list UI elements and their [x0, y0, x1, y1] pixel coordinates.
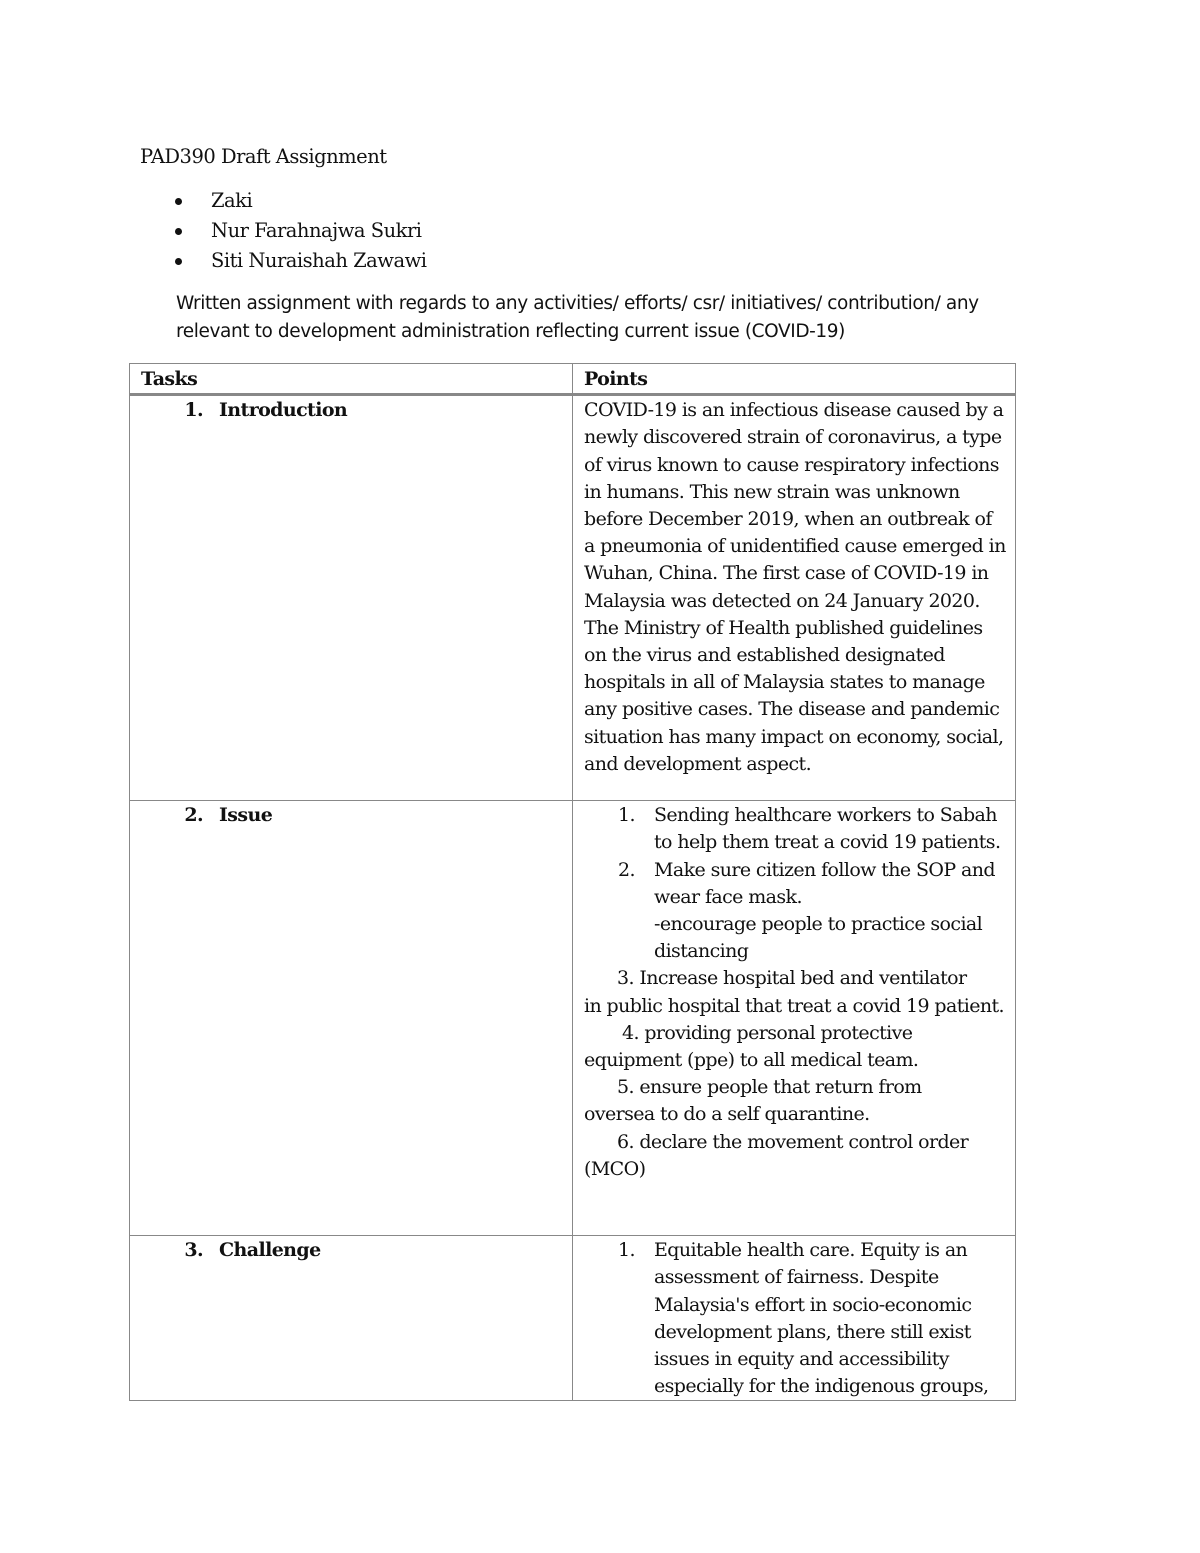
task-number: 2. [184, 804, 203, 827]
task-cell [130, 801, 573, 1236]
item-line: equipment (ppe) to all medical team. [584, 1049, 919, 1072]
list-text: Sending healthcare workers to Sabah to help them treat a covid 19 patients. [654, 804, 1001, 854]
task-number: 3. [184, 1239, 203, 1262]
points-cell [573, 395, 1016, 801]
bullet-icon [175, 258, 182, 265]
list-item-continued [584, 965, 1007, 1019]
member-item [175, 246, 427, 276]
tasks-table [129, 363, 1016, 1401]
points-list [584, 802, 1007, 965]
list-item-continued [584, 1020, 1007, 1074]
item-line: (MCO) [584, 1157, 646, 1180]
list-item [584, 802, 1007, 856]
list-number: 2. [618, 858, 635, 881]
points-text: COVID-19 is an infectious disease caused by a newly discovered strain of coronavirus, a type of virus known to cause respiratory infections in humans. This new strain was unknown before December 2019, when an outbreak of a pneumonia of unidentified cause emerged in Wuhan, China. The first case of COVID-19 in Malaysia was detected on 24 January 2020. The Ministry of Health published guidelines on the virus and established designated hospitals in all of Malaysia states to manage any positive cases. The disease and pandemic situation has many impact on economy, social, and development aspect. [584, 399, 1006, 775]
task-number: 1. [184, 399, 203, 422]
assignment-description [176, 290, 1046, 346]
table-row [130, 395, 1016, 801]
task-label [141, 802, 564, 829]
task-name: Introduction [219, 399, 348, 422]
task-label [141, 1237, 564, 1264]
list-number: 1. [618, 1239, 635, 1262]
list-number: 1. [618, 804, 635, 827]
item-line: 4. providing personal protective [622, 1021, 913, 1044]
table-row [130, 801, 1016, 1236]
member-name: Siti Nuraishah Zawawi [211, 249, 427, 272]
table-header-row [130, 364, 1016, 395]
task-label [141, 397, 564, 424]
item-line: in public hospital that treat a covid 19 patient. [584, 994, 1004, 1017]
task-cell [130, 395, 573, 801]
header-points: Points [573, 364, 1016, 395]
list-item-continued [584, 1129, 1007, 1183]
task-name: Issue [219, 804, 273, 827]
points-list [584, 1237, 1007, 1400]
list-item [584, 1237, 1007, 1400]
item-line: 6. declare the movement control order [617, 1130, 969, 1153]
bullet-icon [175, 228, 182, 235]
list-item [584, 857, 1007, 966]
item-line: oversea to do a self quarantine. [584, 1103, 870, 1126]
table-row [130, 1236, 1016, 1401]
bullet-icon [175, 198, 182, 205]
list-item-continued [584, 1074, 1007, 1128]
member-name: Nur Farahnajwa Sukri [211, 219, 422, 242]
member-list [175, 186, 427, 276]
list-text: Equitable health care. Equity is an assessment of fairness. Despite Malaysia's effort in socio-economic development plans, there still exist issues in equity and accessibility especially for the indigenous groups, [654, 1239, 989, 1398]
task-cell [130, 1236, 573, 1401]
points-cell [573, 801, 1016, 1236]
task-name: Challenge [219, 1239, 321, 1262]
header-tasks: Tasks [130, 364, 573, 395]
member-item [175, 216, 427, 246]
list-text: Make sure citizen follow the SOP and wear face mask. [654, 858, 995, 908]
points-cell [573, 1236, 1016, 1401]
list-note: -encourage people to practice social distancing [654, 913, 983, 963]
description-line: Written assignment with regards to any activities/ efforts/ csr/ initiatives/ contribution/ any [176, 293, 979, 314]
item-line: 3. Increase hospital bed and ventilator [617, 967, 967, 990]
description-line: relevant to development administration reflecting current issue (COVID-19) [176, 321, 845, 342]
document-title: PAD390 Draft Assignment [140, 145, 387, 168]
member-item [175, 186, 427, 216]
item-line: 5. ensure people that return from [617, 1076, 922, 1099]
member-name: Zaki [211, 189, 253, 212]
